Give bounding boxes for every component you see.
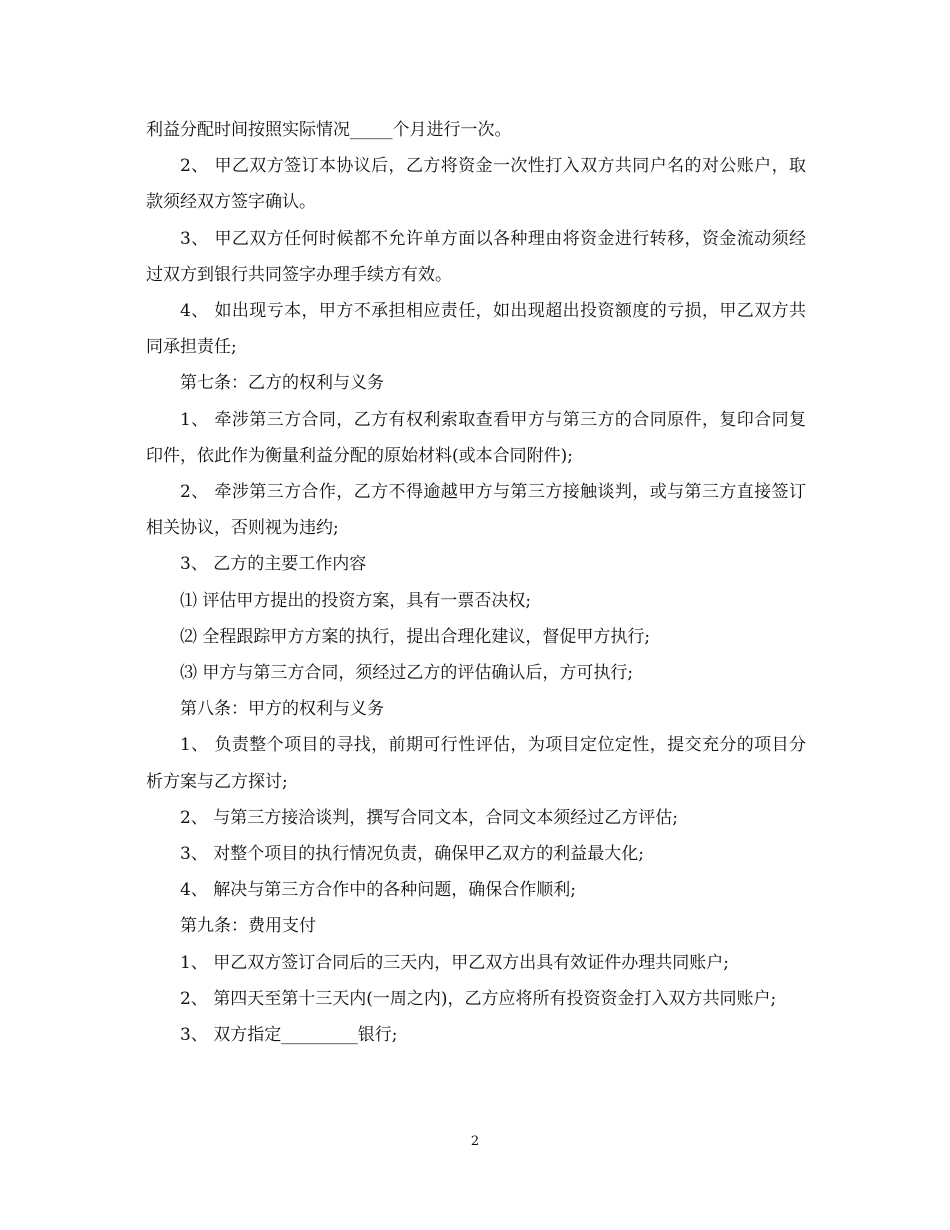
list-item-evaluate-plan: ⑴ 评估甲方提出的投资方案，具有一票否决权;: [180, 590, 532, 611]
paragraph-no-unilateral-transfer: 3、 甲乙双方任何时候都不允许单方面以各种理由将资金进行转移，资金流动须经过双方到银行共同签字办理手续方有效。: [146, 228, 806, 285]
paragraph-profit-distribution-time: 利益分配时间按照实际情况_____个月进行一次。: [146, 120, 512, 140]
paragraph-resolve-issues: 4、 解决与第三方合作中的各种问题，确保合作顺利;: [180, 880, 576, 901]
paragraph-third-party-cooperation: 2、 牵涉第三方合作，乙方不得逾越甲方与第三方接触谈判，或与第三方直接签订相关协议，否则视为违约;: [146, 482, 806, 539]
paragraph-negotiation: 2、 与第三方接洽谈判，撰写合同文本，合同文本须经过乙方评估;: [180, 807, 678, 828]
page-number: 2: [470, 1134, 480, 1149]
paragraph-open-account: 1、 甲乙双方签订合同后的三天内，甲乙双方出具有效证件办理共同账户;: [180, 952, 729, 973]
paragraph-third-party-contract: 1、 牵涉第三方合同，乙方有权利索取查看甲方与第三方的合同原件，复印合同复印件，依此作为衡量利益分配的原始材料(或本合同附件);: [146, 409, 806, 466]
section-heading-article-7: 第七条：乙方的权利与义务: [180, 373, 384, 394]
paragraph-loss-responsibility: 4、 如出现亏本，甲方不承担相应责任，如出现超出投资额度的亏损，甲乙双方共同承担责任;: [146, 301, 806, 358]
paragraph-project-search: 1、 负责整个项目的寻找，前期可行性评估，为项目定位定性，提交充分的项目分析方案与乙方探讨;: [146, 735, 806, 792]
paragraph-designated-bank: 3、 双方指定_________银行;: [180, 1025, 398, 1046]
section-heading-article-9: 第九条：费用支付: [180, 916, 316, 937]
section-heading-article-8: 第八条：甲方的权利与义务: [180, 699, 384, 720]
paragraph-transfer-funds: 2、 第四天至第十三天内(一周之内)，乙方应将所有投资资金打入双方共同账户;: [180, 988, 777, 1009]
document-body: [146, 112, 806, 1053]
list-item-track-execution: ⑵ 全程跟踪甲方方案的执行，提出合理化建议，督促甲方执行;: [180, 626, 651, 647]
list-item-contract-review: ⑶ 甲方与第三方合同，须经过乙方的评估确认后，方可执行;: [180, 663, 634, 684]
paragraph-execution-responsibility: 3、 对整个项目的执行情况负责，确保甲乙双方的利益最大化;: [180, 844, 644, 865]
paragraph-party-b-main-work: 3、 乙方的主要工作内容: [180, 554, 367, 575]
paragraph-joint-account: 2、 甲乙双方签订本协议后，乙方将资金一次性打入双方共同户名的对公账户，取款须经双方签字确认。: [146, 156, 806, 213]
